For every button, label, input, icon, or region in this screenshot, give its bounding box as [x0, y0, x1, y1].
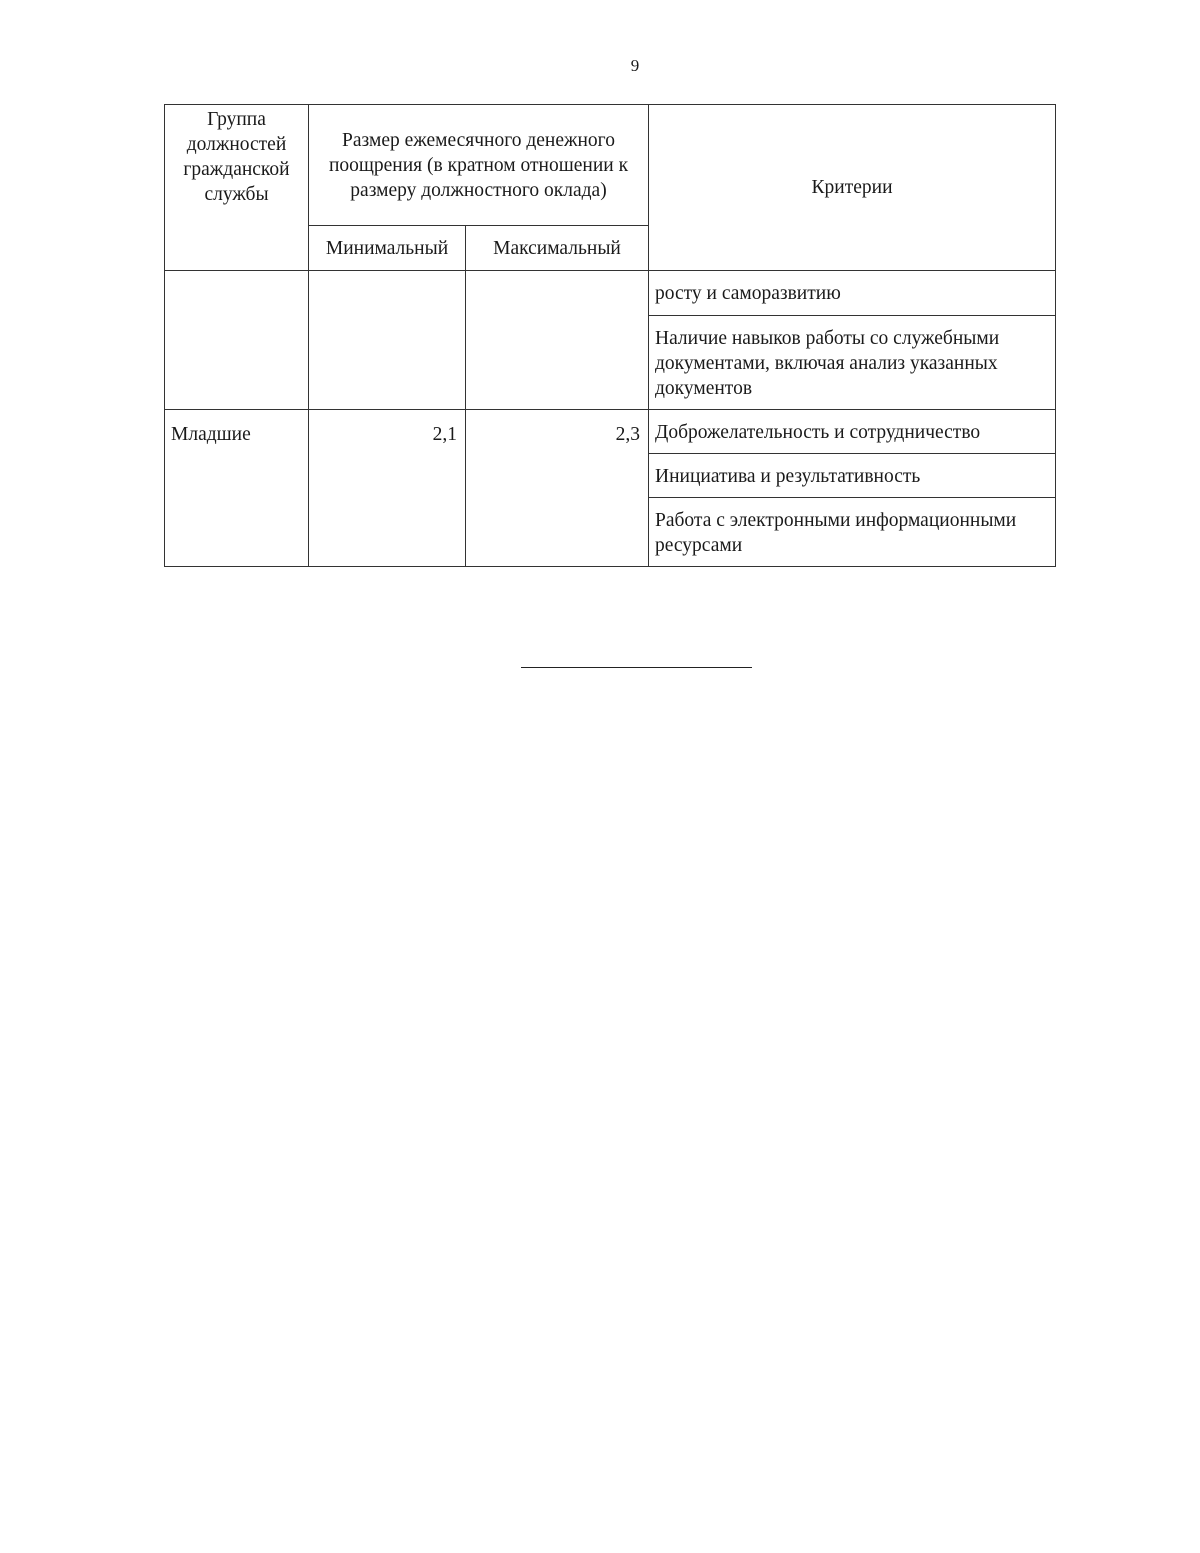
criterion-cell: Доброжелательность и сотрудничество	[649, 410, 1056, 454]
group-cell-continued	[165, 271, 309, 410]
header-group-line: должностей	[186, 134, 287, 155]
criterion-cell: Наличие навыков работы со служебными документами, включая анализ указанных документов	[649, 316, 1056, 410]
group-cell: Младшие	[165, 410, 309, 567]
header-size: Размер ежемесячного денежного поощрения (в кратном отношении к размеру должностного оклада)	[309, 105, 649, 226]
criteria-table	[164, 104, 1056, 567]
table-row	[165, 271, 1056, 316]
end-rule	[521, 667, 752, 668]
header-group	[165, 105, 309, 271]
header-group-line: Группа	[207, 109, 266, 130]
min-cell-continued	[309, 271, 466, 410]
criterion-cell: росту и саморазвитию	[649, 271, 1056, 316]
criterion-cell: Работа с электронными информационными ресурсами	[649, 498, 1056, 567]
header-min: Минимальный	[309, 226, 466, 271]
page-number: 9	[630, 56, 640, 75]
header-max: Максимальный	[466, 226, 649, 271]
header-criteria: Критерии	[649, 105, 1056, 271]
header-group-line: гражданской	[183, 159, 290, 180]
max-cell-continued	[466, 271, 649, 410]
max-value-cell: 2,3	[466, 410, 649, 567]
table-row	[165, 410, 1056, 454]
min-value-cell: 2,1	[309, 410, 466, 567]
header-row	[165, 105, 1056, 226]
criterion-cell: Инициатива и результативность	[649, 454, 1056, 498]
header-group-line: службы	[204, 184, 269, 205]
